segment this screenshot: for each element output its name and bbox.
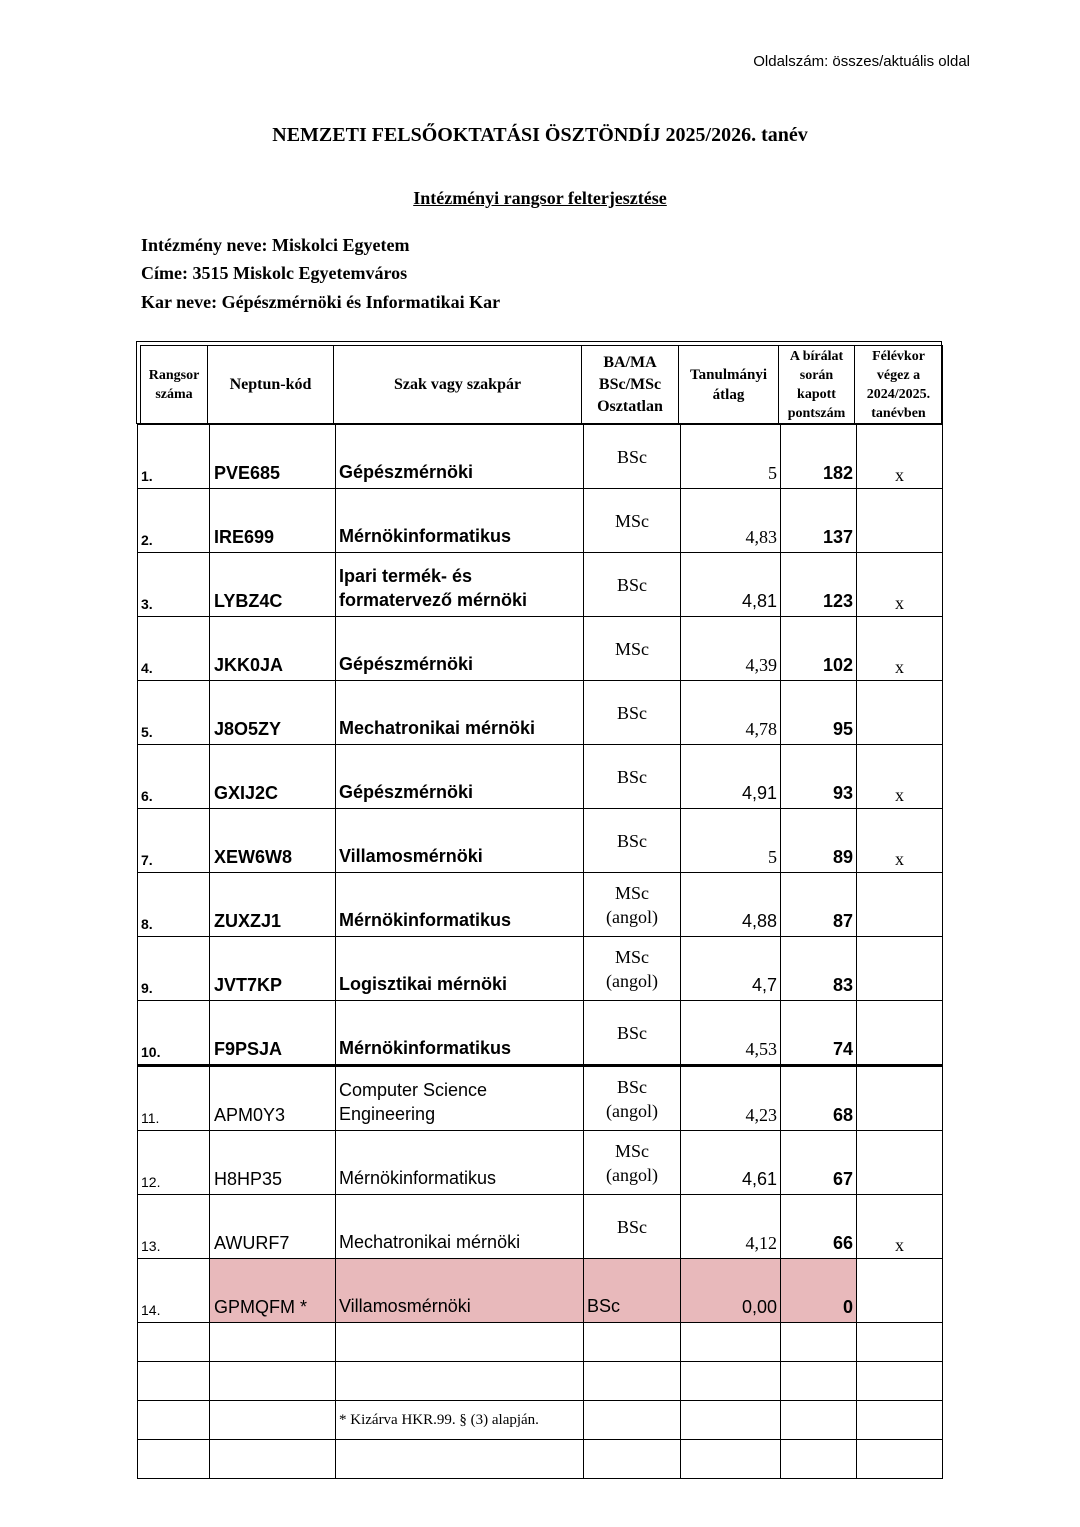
degree-cell: BSc [584, 681, 681, 745]
institution-name: Intézmény neve: Miskolci Egyetem [141, 235, 410, 255]
points-cell: 102 [781, 617, 857, 681]
empty-cell [857, 1362, 943, 1401]
table-row [138, 873, 943, 937]
major-cell: Ipari termék- és formatervező mérnöki [336, 553, 584, 617]
degree-cell: BSc [584, 1259, 681, 1323]
neptun-code-cell: ZUXZJ1 [210, 873, 336, 937]
empty-cell [857, 1323, 943, 1362]
table-row [138, 617, 943, 681]
col-degree-header: BA/MA BSc/MSc Osztatlan [582, 346, 679, 424]
points-cell: 87 [781, 873, 857, 937]
points-cell: 83 [781, 937, 857, 1001]
neptun-code-cell: H8HP35 [210, 1131, 336, 1195]
empty-cell [138, 1440, 210, 1479]
empty-cell [857, 1401, 943, 1440]
empty-cell [781, 1401, 857, 1440]
points-cell: 66 [781, 1195, 857, 1259]
col-semester-header: Félévkor végez a 2024/2025. tanévben [855, 346, 943, 424]
neptun-code-cell: PVE685 [210, 425, 336, 489]
major-cell: Mechatronikai mérnöki [336, 1195, 584, 1259]
empty-cell [781, 1323, 857, 1362]
degree-cell: BSc [584, 745, 681, 809]
points-cell: 89 [781, 809, 857, 873]
degree-cell: BSc (angol) [584, 1066, 681, 1131]
empty-row [138, 1440, 943, 1479]
average-cell: 4,12 [681, 1195, 781, 1259]
document-title: NEMZETI FELSŐOKTATÁSI ÖSZTÖNDÍJ 2025/2026. tanév [272, 124, 808, 146]
table-header [140, 345, 943, 424]
table-row [138, 1195, 943, 1259]
rank-cell: 5. [138, 681, 210, 745]
major-cell: Gépészmérnöki [336, 425, 584, 489]
points-cell: 93 [781, 745, 857, 809]
major-cell: Computer Science Engineering [336, 1066, 584, 1131]
major-cell: Logisztikai mérnöki [336, 937, 584, 1001]
rank-cell: 1. [138, 425, 210, 489]
major-cell: Mérnökinformatikus [336, 1131, 584, 1195]
major-cell: Mérnökinformatikus [336, 489, 584, 553]
empty-cell [210, 1362, 336, 1401]
average-cell: 4,81 [681, 553, 781, 617]
semester-cell [857, 489, 943, 553]
table-row [138, 1131, 943, 1195]
degree-cell: MSc (angol) [584, 937, 681, 1001]
table-row [138, 489, 943, 553]
empty-row [138, 1362, 943, 1401]
table-row [138, 1259, 943, 1323]
neptun-code-cell: F9PSJA [210, 1001, 336, 1066]
table-row [138, 809, 943, 873]
average-cell: 5 [681, 425, 781, 489]
rank-cell: 8. [138, 873, 210, 937]
neptun-code-cell: AWURF7 [210, 1195, 336, 1259]
major-cell: Mechatronikai mérnöki [336, 681, 584, 745]
degree-cell: BSc [584, 425, 681, 489]
degree-cell: BSc [584, 553, 681, 617]
col-points-header: A bírálat során kapott pontszám [779, 346, 855, 424]
neptun-code-cell: GXIJ2C [210, 745, 336, 809]
rank-cell: 10. [138, 1001, 210, 1066]
col-average-header: Tanulmányi átlag [679, 346, 779, 424]
empty-cell [584, 1401, 681, 1440]
semester-cell [857, 1001, 943, 1066]
rank-cell: 7. [138, 809, 210, 873]
average-cell: 4,39 [681, 617, 781, 681]
neptun-code-cell: APM0Y3 [210, 1066, 336, 1131]
points-cell: 182 [781, 425, 857, 489]
major-cell: Villamosmérnöki [336, 1259, 584, 1323]
semester-cell: x [857, 553, 943, 617]
major-cell: Villamosmérnöki [336, 809, 584, 873]
empty-cell [584, 1362, 681, 1401]
empty-cell [336, 1323, 584, 1362]
average-cell: 4,88 [681, 873, 781, 937]
empty-cell [210, 1323, 336, 1362]
table-row [138, 1001, 943, 1066]
neptun-code-cell: XEW6W8 [210, 809, 336, 873]
average-cell: 4,7 [681, 937, 781, 1001]
empty-cell [681, 1362, 781, 1401]
semester-cell [857, 1259, 943, 1323]
semester-cell: x [857, 617, 943, 681]
rank-cell: 12. [138, 1131, 210, 1195]
empty-cell [336, 1362, 584, 1401]
rank-cell: 9. [138, 937, 210, 1001]
semester-cell: x [857, 1195, 943, 1259]
empty-cell [138, 1401, 210, 1440]
table-row [138, 1066, 943, 1131]
semester-cell: x [857, 745, 943, 809]
neptun-code-cell: LYBZ4C [210, 553, 336, 617]
major-cell: Gépészmérnöki [336, 617, 584, 681]
col-neptun-header: Neptun-kód [208, 346, 334, 424]
semester-cell [857, 937, 943, 1001]
points-cell: 123 [781, 553, 857, 617]
empty-cell [681, 1323, 781, 1362]
semester-cell [857, 1066, 943, 1131]
semester-cell [857, 1131, 943, 1195]
col-major-header: Szak vagy szakpár [334, 346, 582, 424]
table-row [138, 937, 943, 1001]
empty-cell [210, 1401, 336, 1440]
ranking-table [137, 424, 943, 1479]
average-cell: 5 [681, 809, 781, 873]
empty-cell [781, 1440, 857, 1479]
document-subtitle: Intézményi rangsor felterjesztése [413, 188, 667, 208]
faculty-name: Kar neve: Gépészmérnöki és Informatikai Kar [141, 292, 501, 312]
major-cell: Gépészmérnöki [336, 745, 584, 809]
points-cell: 67 [781, 1131, 857, 1195]
points-cell: 68 [781, 1066, 857, 1131]
average-cell: 4,83 [681, 489, 781, 553]
rank-cell: 14. [138, 1259, 210, 1323]
neptun-code-cell: GPMQFM * [210, 1259, 336, 1323]
institution-address: Címe: 3515 Miskolc Egyetemváros [141, 263, 408, 283]
semester-cell [857, 873, 943, 937]
footnote: * Kizárva HKR.99. § (3) alapján. [336, 1401, 584, 1440]
empty-cell [857, 1440, 943, 1479]
empty-row [138, 1401, 943, 1440]
empty-row [138, 1323, 943, 1362]
empty-cell [584, 1440, 681, 1479]
points-cell: 74 [781, 1001, 857, 1066]
points-cell: 95 [781, 681, 857, 745]
empty-cell [138, 1362, 210, 1401]
rank-cell: 4. [138, 617, 210, 681]
major-cell: Mérnökinformatikus [336, 1001, 584, 1066]
semester-cell: x [857, 809, 943, 873]
rank-cell: 13. [138, 1195, 210, 1259]
major-cell: Mérnökinformatikus [336, 873, 584, 937]
table-row [138, 745, 943, 809]
points-cell: 137 [781, 489, 857, 553]
degree-cell: MSc (angol) [584, 1131, 681, 1195]
empty-cell [681, 1401, 781, 1440]
table-row [138, 425, 943, 489]
degree-cell: BSc [584, 1001, 681, 1066]
average-cell: 4,23 [681, 1066, 781, 1131]
rank-cell: 2. [138, 489, 210, 553]
average-cell: 4,78 [681, 681, 781, 745]
empty-cell [210, 1440, 336, 1479]
neptun-code-cell: J8O5ZY [210, 681, 336, 745]
rank-cell: 3. [138, 553, 210, 617]
table-row [138, 681, 943, 745]
degree-cell: MSc [584, 489, 681, 553]
empty-cell [584, 1323, 681, 1362]
empty-cell [781, 1362, 857, 1401]
degree-cell: BSc [584, 1195, 681, 1259]
rank-cell: 6. [138, 745, 210, 809]
table-row [138, 553, 943, 617]
degree-cell: MSc (angol) [584, 873, 681, 937]
empty-cell [336, 1440, 584, 1479]
empty-cell [138, 1323, 210, 1362]
semester-cell: x [857, 425, 943, 489]
points-cell: 0 [781, 1259, 857, 1323]
average-cell: 4,91 [681, 745, 781, 809]
average-cell: 4,61 [681, 1131, 781, 1195]
degree-cell: MSc [584, 617, 681, 681]
semester-cell [857, 681, 943, 745]
degree-cell: BSc [584, 809, 681, 873]
empty-cell [681, 1440, 781, 1479]
col-rank-header: Rangsor száma [141, 346, 208, 424]
neptun-code-cell: JKK0JA [210, 617, 336, 681]
average-cell: 4,53 [681, 1001, 781, 1066]
neptun-code-cell: IRE699 [210, 489, 336, 553]
rank-cell: 11. [138, 1066, 210, 1131]
neptun-code-cell: JVT7KP [210, 937, 336, 1001]
average-cell: 0,00 [681, 1259, 781, 1323]
page-number: Oldalszám: összes/aktuális oldal [753, 53, 970, 70]
